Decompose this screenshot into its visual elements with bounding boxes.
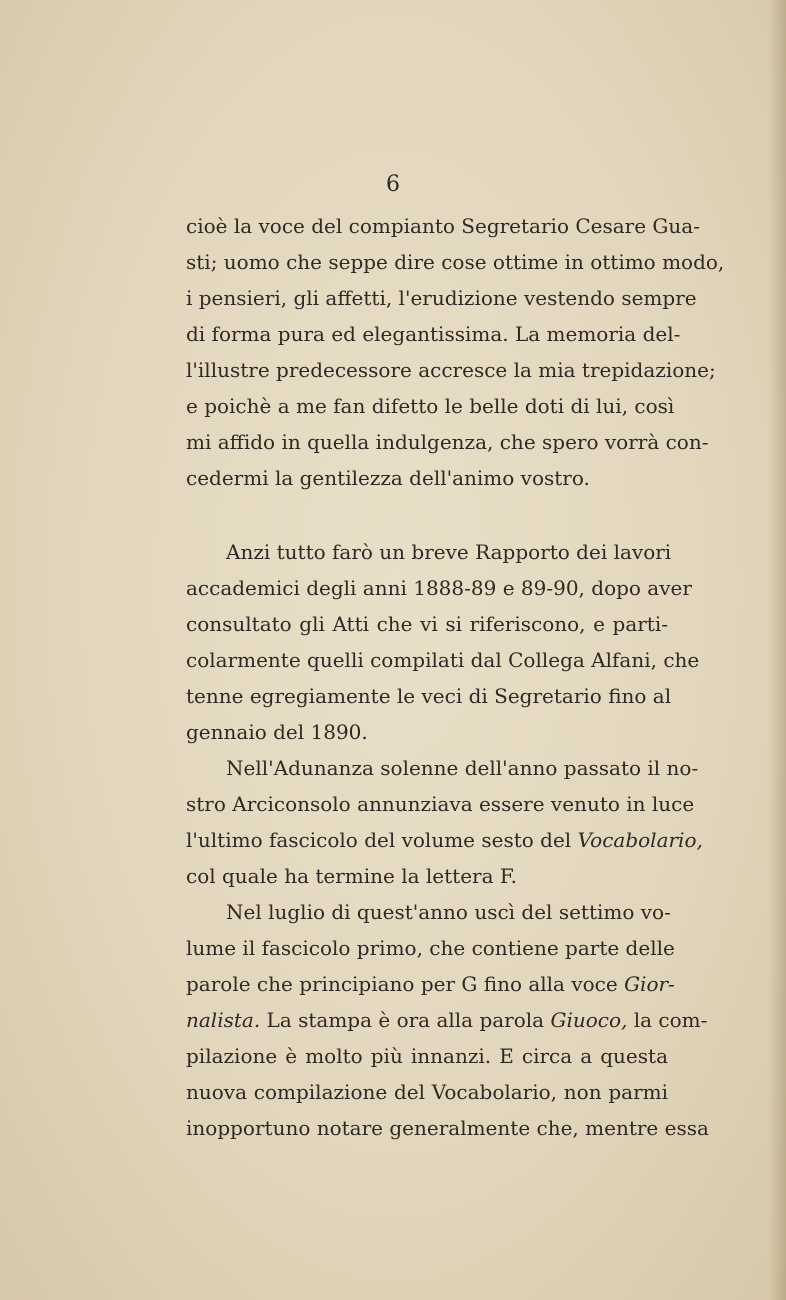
text-line: tenne egregiamente le veci di Segretario fino al: [186, 684, 672, 708]
text-line: Nell'Adunanza solenne dell'anno passato il no-: [226, 756, 699, 780]
text-line: [186, 822, 703, 858]
paragraph-2: [186, 534, 700, 750]
text-line: col quale ha termine la lettera F.: [186, 864, 518, 888]
text-line: cedermi la gentilezza dell'animo vostro.: [186, 466, 590, 490]
text-line: l'illustre predecessore accresce la mia trepidazione;: [186, 358, 716, 382]
text-segment: parole che principiano per G fino alla voce: [186, 972, 625, 996]
text-line: accademici degli anni 1888-89 e 89-90, dopo aver: [186, 576, 692, 600]
text-line: cioè la voce del compianto Segretario Cesare Gua-: [186, 214, 700, 238]
italic-word-giuoco: Giuoco,: [550, 1008, 628, 1032]
paragraph-3: [186, 750, 703, 894]
text-line: [186, 966, 675, 1002]
text-line: nuova compilazione del Vocabolario, non parmi: [186, 1080, 668, 1104]
text-line: di forma pura ed elegantissima. La memoria del-: [186, 322, 681, 346]
text-line: lume il fascicolo primo, che contiene parte delle: [186, 936, 675, 960]
text-line: sti; uomo che seppe dire cose ottime in ottimo modo,: [186, 250, 725, 274]
text-line: i pensieri, gli affetti, l'erudizione vestendo sempre: [186, 286, 697, 310]
italic-word-giornalista: Gior-: [624, 972, 675, 996]
body-text: [186, 208, 725, 1146]
text-line: colarmente quelli compilati dal Collega Alfani, che: [186, 648, 700, 672]
text-segment: la com-: [627, 1008, 708, 1032]
text-line: e poichè a me fan difetto le belle doti di lui, così: [186, 394, 675, 418]
paragraph-1: [186, 208, 725, 496]
text-line: pilazione è molto più innanzi. E circa a questa: [186, 1044, 668, 1068]
italic-word-giornalista-cont: nalista.: [186, 1008, 261, 1032]
text-line: mi affido in quella indulgenza, che spero vorrà con-: [186, 430, 709, 454]
text-line: consultato gli Atti che vi si riferiscono, e parti-: [186, 612, 668, 636]
text-line: Nel luglio di quest'anno uscì del settimo vo-: [226, 900, 671, 924]
text-segment: l'ultimo fascicolo del volume sesto del: [186, 828, 578, 852]
text-segment: La stampa è ora alla parola: [260, 1008, 551, 1032]
text-line: Anzi tutto farò un breve Rapporto dei lavori: [226, 540, 672, 564]
paragraph-4: [186, 894, 709, 1146]
italic-title-vocabolario: Vocabolario,: [577, 828, 703, 852]
paragraph-gap: [186, 496, 668, 534]
text-line: gennaio del 1890.: [186, 720, 368, 744]
text-line: inopportuno notare generalmente che, mentre essa: [186, 1116, 709, 1140]
text-line: stro Arciconsolo annunziava essere venuto in luce: [186, 792, 695, 816]
page-number: 6: [386, 172, 400, 197]
text-line: [186, 1002, 708, 1038]
